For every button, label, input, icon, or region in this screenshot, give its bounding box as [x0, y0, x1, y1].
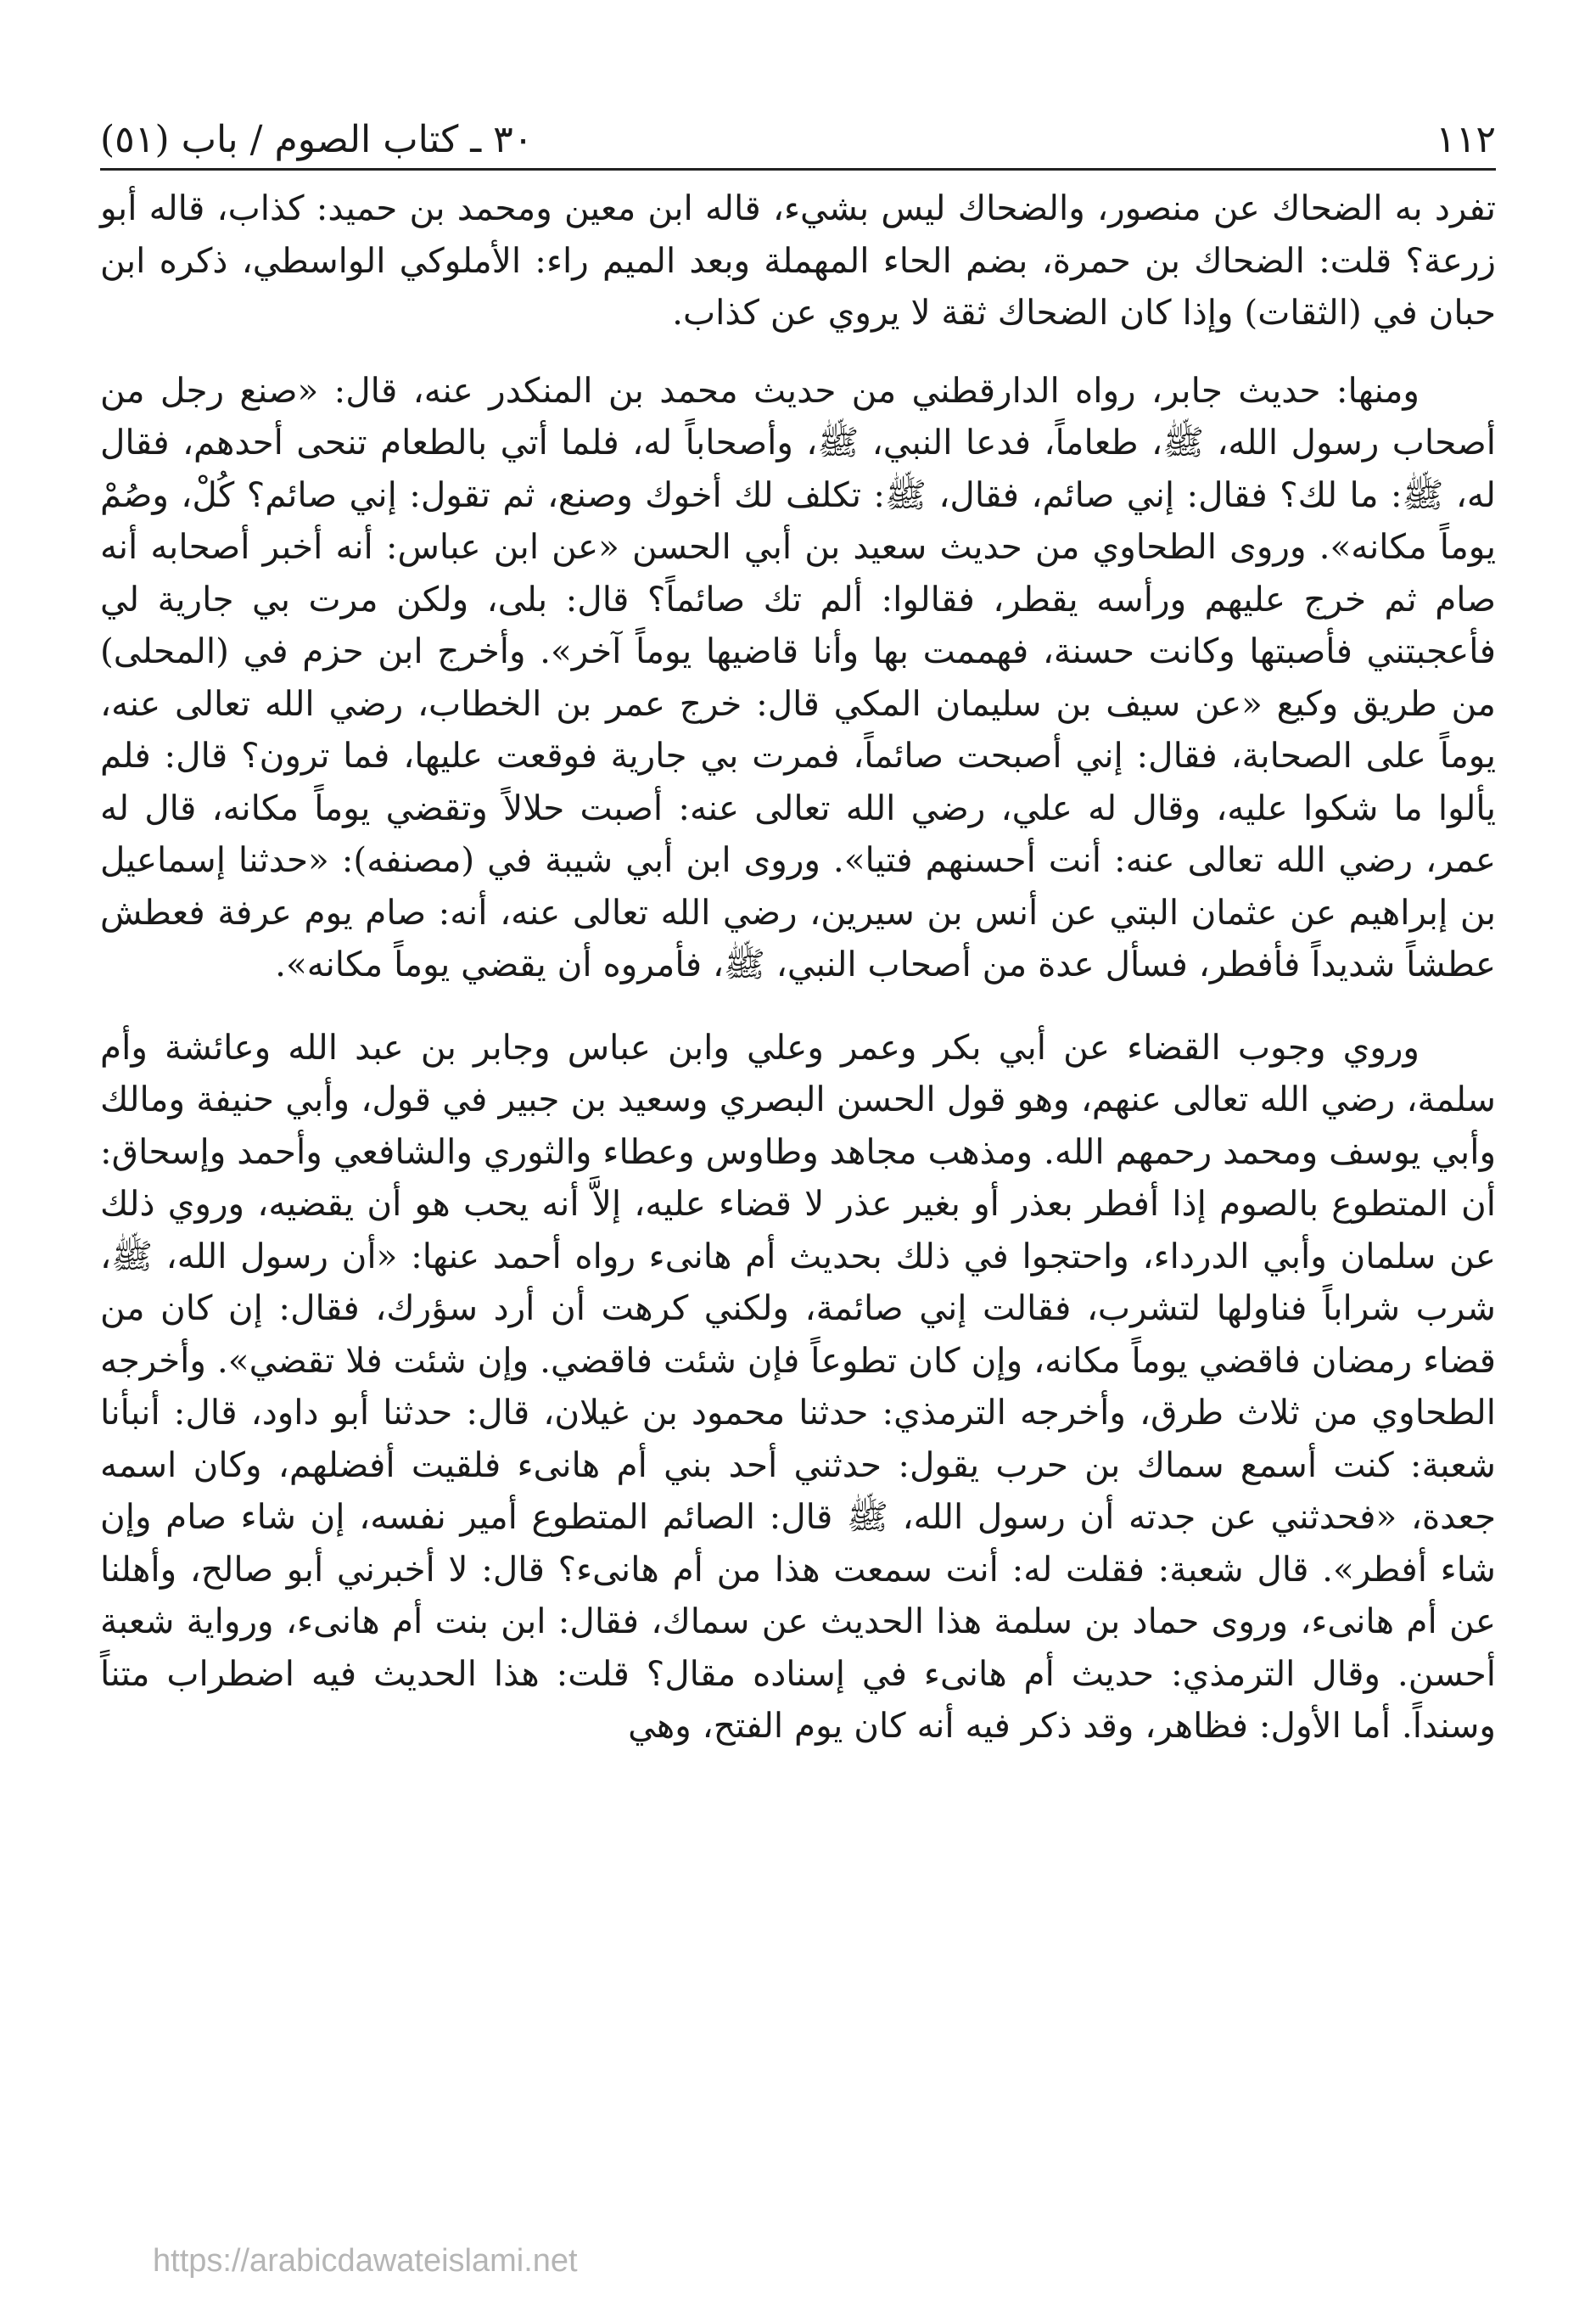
paragraph-3: وروي وجوب القضاء عن أبي بكر وعمر وعلي وابن عباس وجابر بن عبد الله وعائشة وأم سلمة، رضي الله تعالى عنهم، وهو قول الحسن البصري وسعيد بن جبير في قول، وأبي حنيفة ومالك وأبي يوسف ومحمد رحمهم الله. ومذهب مجاهد وطاوس وعطاء والثوري والشافعي وأحمد وإسحاق: أن المتطوع بالصوم إذا أفطر بعذر أو بغير عذر لا قضاء عليه، إلاَّ أنه يحب هو أن يقضيه، وروي ذلك عن سلمان وأبي الدرداء، واحتجوا في ذلك بحديث أم هانىء رواه أحمد عنها: «أن رسول الله، ﷺ، شرب شراباً فناولها لتشرب، فقالت إني صائمة، ولكني كرهت أن أرد سؤرك، فقال: إن كان من قضاء رمضان فاقضي يوماً مكانه، وإن كان تطوعاً فإن شئت فاقضي. وإن شئت فلا تقضي». وأخرجه الطحاوي من ثلاث طرق، وأخرجه الترمذي: حدثنا محمود بن غيلان، قال: حدثنا أبو داود، قال: أنبأنا شعبة: كنت أسمع سماك بن حرب يقول: حدثني أحد بني أم هانىء فلقيت أفضلهم، وكان اسمه جعدة، «فحدثني عن جدته أن رسول الله، ﷺ قال: الصائم المتطوع أمير نفسه، إن شاء صام وإن شاء أفطر». قال شعبة: فقلت له: أنت سمعت هذا من أم هانىء؟ قال: لا أخبرني أبو صالح، وأهلنا عن أم هانىء، وروى حماد بن سلمة هذا الحديث عن سماك، فقال: ابن بنت أم هانىء، ورواية شعبة أحسن. وقال الترمذي: حديث أم هانىء في إسناده مقال؟ قلت: هذا الحديث فيه اضطراب متناً وسنداً. أما الأول: فظاهر، وقد ذكر فيه أنه كان يوم الفتح، وهي — [100, 1026, 1496, 1746]
page-body — [100, 182, 1496, 1753]
header-divider — [100, 168, 1496, 171]
paragraph-1: تفرد به الضحاك عن منصور، والضحاك ليس بشيء، قاله ابن معين ومحمد بن حميد: كذاب، قاله أبو زرعة؟ قلت: الضحاك بن حمرة، بضم الحاء المهملة وبعد الميم راء: الأملوكي الواسطي، ذكره ابن حبان في (الثقات) وإذا كان الضحاك ثقة لا يروي عن كذاب. — [100, 188, 1496, 333]
watermark-url: https://arabicdawateislami.net — [153, 2243, 578, 2279]
chapter-title: ٣٠ ـ كتاب الصوم / باب (٥١) — [100, 118, 534, 161]
page-header — [100, 102, 1496, 161]
page-number: ١١٢ — [1436, 118, 1496, 161]
paragraph-2: ومنها: حديث جابر، رواه الدارقطني من حديث محمد بن المنكدر عنه، قال: «صنع رجل من أصحاب رسول الله، ﷺ، طعاماً، فدعا النبي، ﷺ، وأصحاباً له، فلما أتي بالطعام تنحى أحدهم، فقال له، ﷺ: ما لك؟ فقال: إني صائم، فقال، ﷺ: تكلف لك أخوك وصنع، ثم تقول: إني صائم؟ كُلْ، وصُمْ يوماً مكانه». وروى الطحاوي من حديث سعيد بن أبي الحسن «عن ابن عباس: أنه أخبر أصحابه أنه صام ثم خرج عليهم ورأسه يقطر، فقالوا: ألم تك صائماً؟ قال: بلى، ولكن مرت بي جارية لي فأعجبتني فأصبتها وكانت حسنة، فهممت بها وأنا قاضيها يوماً آخر». وأخرج ابن حزم في (المحلى) من طريق وكيع «عن سيف بن سليمان المكي قال: خرج عمر بن الخطاب، رضي الله تعالى عنه، يوماً على الصحابة، فقال: إني أصبحت صائماً، فمرت بي جارية فوقعت عليها، فما ترون؟ قال: فلم يألوا ما شكوا عليه، وقال له علي، رضي الله تعالى عنه: أصبت حلالاً وتقضي يوماً مكانه، قال له عمر، رضي الله تعالى عنه: أنت أحسنهم فتيا». وروى ابن أبي شيبة في (مصنفه): «حدثنا إسماعيل بن إبراهيم عن عثمان البتي عن أنس بن سيرين، رضي الله تعالى عنه، أنه: صام يوم عرفة فعطش عطشاً شديداً فأفطر، فسأل عدة من أصحاب النبي، ﷺ، فأمروه أن يقضي يوماً مكانه». — [100, 369, 1496, 984]
